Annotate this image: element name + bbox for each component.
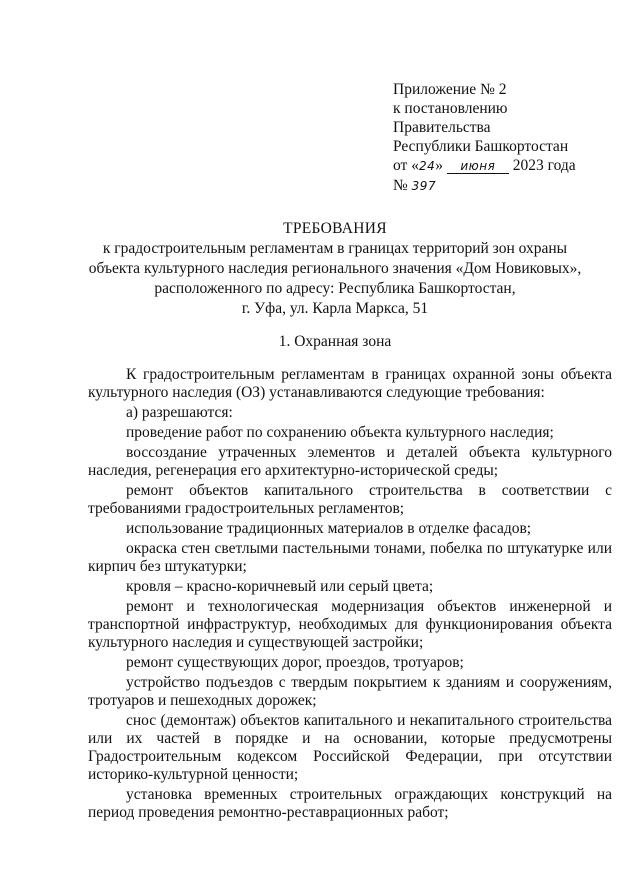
title-block <box>60 219 610 319</box>
paragraph: установка временных строительных ограждающих конструкций на период проведения ремонтно-реставрационных работ; <box>88 786 612 821</box>
paragraph: а) разрешаются: <box>126 404 233 421</box>
resolution-number: 397 <box>411 179 437 193</box>
body-text <box>88 366 612 824</box>
paragraph: ремонт существующих дорог, проездов, тротуаров; <box>126 654 464 671</box>
date-month: июня <box>447 159 509 174</box>
appendix-block <box>393 80 623 196</box>
title-line-3: расположенного по адресу: Республика Башкортостан, <box>154 280 516 297</box>
document-title: ТРЕБОВАНИЯ <box>283 220 387 237</box>
paragraph: использование традиционных материалов в отделке фасадов; <box>126 520 532 537</box>
date-prefix: от « <box>393 157 419 174</box>
section-heading: 1. Охранная зона <box>278 333 392 350</box>
number-prefix: № <box>393 177 412 194</box>
paragraph: устройство подъездов с твердым покрытием к зданиям и сооружениям, тротуаров и пешеходных дорожек; <box>88 674 612 709</box>
paragraph: К градостроительным регламентам в границах охранной зоны объекта культурного наследия (ОЗ) устанавливаются следующие требования: <box>88 366 612 401</box>
date-mid: » <box>435 157 443 174</box>
paragraph: ремонт и технологическая модернизация объектов инженерной и транспортной инфраструктур, необходимых для функционирования объекта культурного наследия и существующей застройки; <box>88 598 612 651</box>
paragraph: кровля – красно-коричневый или серый цвета; <box>126 578 434 595</box>
title-line-1: к градостроительным регламентам в границах территорий зон охраны <box>102 240 568 257</box>
date-year: 2023 года <box>512 157 576 174</box>
appendix-date-line <box>393 156 623 176</box>
appendix-line-3: Правительства <box>393 119 491 136</box>
title-line-4: г. Уфа, ул. Карла Маркса, 51 <box>241 300 429 317</box>
appendix-line-1: Приложение № 2 <box>393 81 507 98</box>
paragraph: воссоздание утраченных элементов и деталей объекта культурного наследия, регенерация его архитектурно-исторической среды; <box>88 444 612 479</box>
appendix-line-2: к постановлению <box>393 100 508 117</box>
paragraph: окраска стен светлыми пастельными тонами, побелка по штукатурке или кирпич без штукатурки; <box>88 540 612 575</box>
date-day: 24 <box>418 159 436 173</box>
paragraph: проведение работ по сохранению объекта культурного наследия; <box>126 424 554 441</box>
paragraph: снос (демонтаж) объектов капитального и некапитального строительства или их частей в порядке и на основании, которые предусмотрены Градостроительным кодексом Российской Федерации, при отсутствии историко-культурной ценности; <box>88 712 612 783</box>
paragraph: ремонт объектов капитального строительства в соответствии с требованиями градостроительных регламентов; <box>88 482 612 517</box>
appendix-line-4: Республики Башкортостан <box>393 138 569 155</box>
appendix-number-line <box>393 176 623 196</box>
title-line-2: объекта культурного наследия регионального значения «Дом Новиковых», <box>88 260 582 277</box>
